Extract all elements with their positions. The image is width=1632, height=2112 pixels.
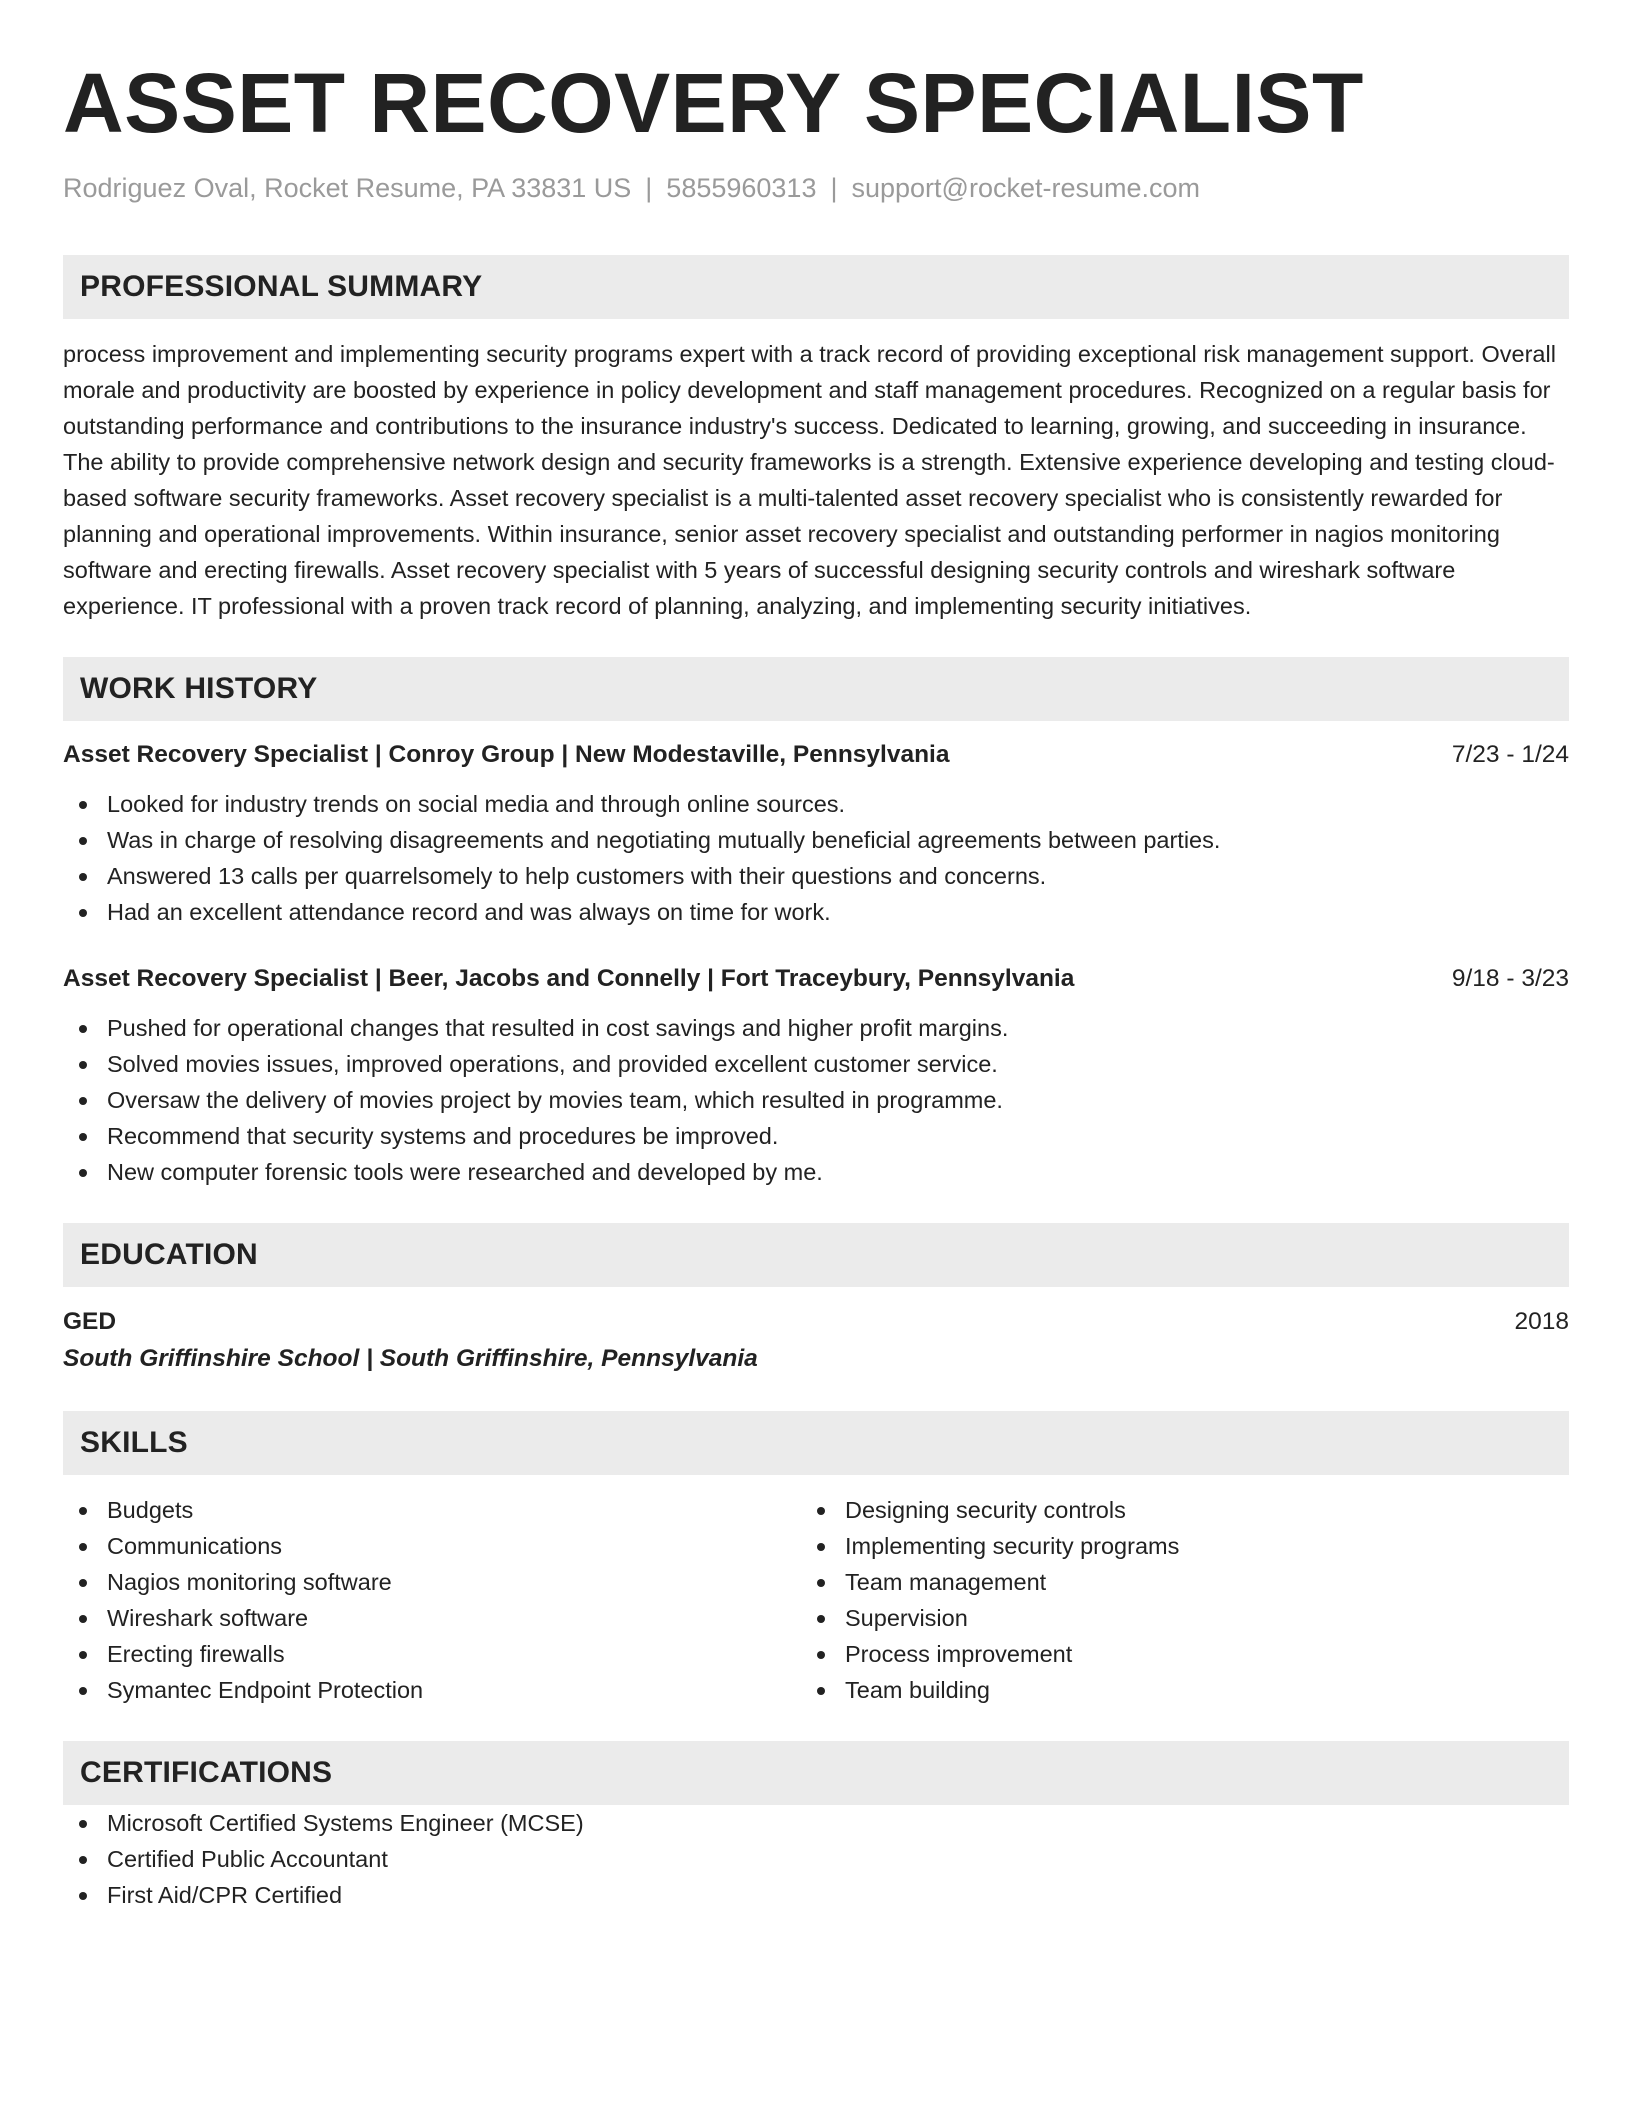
skill-text: Team management: [845, 1569, 1047, 1595]
job-title: Asset Recovery Specialist | Beer, Jacobs and Connelly | Fort Traceybury, Pennsylvania: [63, 965, 1075, 992]
education-entry: [63, 1304, 1569, 1378]
list-item: [63, 1010, 1569, 1046]
list-item: [801, 1564, 1539, 1600]
bullet-icon: [79, 1687, 87, 1695]
bullet-icon: [817, 1651, 825, 1659]
list-item: [63, 1600, 801, 1636]
bullet-icon: [79, 1820, 87, 1828]
bullet-icon: [79, 1097, 87, 1105]
list-item: [63, 1082, 1569, 1118]
job-title: Asset Recovery Specialist | Conroy Group | New Modestaville, Pennsylvania: [63, 741, 950, 768]
list-item: [801, 1672, 1539, 1708]
skill-text: Process improvement: [845, 1641, 1073, 1667]
bullet-text: Had an excellent attendance record and was always on time for work.: [107, 899, 831, 925]
skill-text: Nagios monitoring software: [107, 1569, 392, 1595]
skill-text: Budgets: [107, 1497, 194, 1523]
bullet-icon: [79, 873, 87, 881]
bullet-icon: [79, 801, 87, 809]
list-item: [63, 1672, 801, 1708]
bullet-icon: [817, 1543, 825, 1551]
bullet-icon: [79, 1169, 87, 1177]
list-item: [63, 1528, 801, 1564]
section-heading-work-history: WORK HISTORY: [63, 657, 1569, 721]
bullet-icon: [79, 1507, 87, 1515]
list-item: [63, 894, 1569, 930]
section-heading-summary: PROFESSIONAL SUMMARY: [63, 255, 1569, 319]
education-year: 2018: [1514, 1308, 1569, 1335]
bullet-icon: [79, 837, 87, 845]
bullet-icon: [79, 1133, 87, 1141]
job-entry: [63, 962, 1569, 1190]
bullet-text: Pushed for operational changes that resulted in cost savings and higher profit margins.: [107, 1015, 1009, 1041]
section-heading-certifications: CERTIFICATIONS: [63, 1741, 1569, 1805]
bullet-icon: [79, 1025, 87, 1033]
job-dates: 9/18 - 3/23: [1451, 965, 1569, 992]
bullet-icon: [79, 1615, 87, 1623]
certification-text: First Aid/CPR Certified: [107, 1882, 343, 1908]
education-degree: GED: [63, 1308, 117, 1335]
skill-text: Team building: [845, 1677, 991, 1703]
list-item: [63, 1805, 1569, 1841]
skill-text: Implementing security programs: [845, 1533, 1180, 1559]
bullet-icon: [817, 1507, 825, 1515]
skill-text: Wireshark software: [107, 1605, 309, 1631]
bullet-text: Oversaw the delivery of movies project by movies team, which resulted in programme.: [107, 1087, 1003, 1113]
contact-line: [63, 171, 1569, 205]
list-item: [63, 1636, 801, 1672]
job-header: [63, 962, 1569, 996]
bullet-text: Was in charge of resolving disagreements and negotiating mutually beneficial agreements between parties.: [107, 827, 1221, 853]
bullet-icon: [79, 1061, 87, 1069]
bullet-text: Answered 13 calls per quarrelsomely to help customers with their questions and concerns.: [107, 863, 1047, 889]
skill-text: Designing security controls: [845, 1497, 1126, 1523]
bullet-text: Looked for industry trends on social media and through online sources.: [107, 791, 846, 817]
skill-text: Erecting firewalls: [107, 1641, 285, 1667]
bullet-icon: [817, 1579, 825, 1587]
bullet-icon: [817, 1687, 825, 1695]
job-header: [63, 738, 1569, 772]
bullet-text: Recommend that security systems and procedures be improved.: [107, 1123, 779, 1149]
list-item: [801, 1636, 1539, 1672]
skills-column-left: [63, 1492, 801, 1708]
skills-list: [63, 1492, 1569, 1708]
list-item: [63, 1877, 1569, 1913]
job-entry: [63, 738, 1569, 930]
contact-email: support@rocket-resume.com: [851, 173, 1201, 203]
list-item: [801, 1528, 1539, 1564]
certifications-list: [63, 1805, 1569, 1913]
certification-text: Microsoft Certified Systems Engineer (MCSE): [107, 1810, 584, 1836]
list-item: [801, 1600, 1539, 1636]
list-item: [63, 1118, 1569, 1154]
list-item: [63, 786, 1569, 822]
list-item: [63, 858, 1569, 894]
job-bullets: [63, 786, 1569, 930]
bullet-icon: [79, 1579, 87, 1587]
list-item: [801, 1492, 1539, 1528]
list-item: [63, 1154, 1569, 1190]
skills-column-right: [801, 1492, 1539, 1708]
bullet-icon: [79, 909, 87, 917]
job-dates: 7/23 - 1/24: [1451, 741, 1569, 768]
list-item: [63, 1492, 801, 1528]
bullet-text: Solved movies issues, improved operations, and provided excellent customer service.: [107, 1051, 998, 1077]
skill-text: Communications: [107, 1533, 283, 1559]
contact-separator: |: [830, 173, 838, 203]
summary-text: process improvement and implementing security programs expert with a track record of providing exceptional risk management support. Overall morale and productivity are boosted by experience in policy development and staff management procedures. Recognized on a regular basis for outstanding performance and contributions to the insurance industry's success. Dedicated to learning, growing, and succeeding in insurance. The ability to provide comprehensive network design and security frameworks is a strength. Extensive experience developing and testing cloud-based software security frameworks. Asset recovery specialist is a multi-talented asset recovery specialist who is consistently rewarded for planning and operational improvements. Within insurance, senior asset recovery specialist and outstanding performer in nagios monitoring software and erecting firewalls. Asset recovery specialist with 5 years of successful designing security controls and wireshark software experience. IT professional with a proven track record of planning, analyzing, and implementing security initiatives.: [63, 341, 1556, 619]
bullet-text: New computer forensic tools were researched and developed by me.: [107, 1159, 823, 1185]
list-item: [63, 1564, 801, 1600]
education-school: South Griffinshire School | South Griffinshire, Pennsylvania: [63, 1345, 758, 1372]
certification-text: Certified Public Accountant: [107, 1846, 388, 1872]
bullet-icon: [79, 1856, 87, 1864]
list-item: [63, 1046, 1569, 1082]
bullet-icon: [79, 1892, 87, 1900]
contact-separator: |: [645, 173, 653, 203]
section-heading-education: EDUCATION: [63, 1223, 1569, 1287]
section-heading-skills: SKILLS: [63, 1411, 1569, 1475]
job-bullets: [63, 1010, 1569, 1190]
skill-text: Symantec Endpoint Protection: [107, 1677, 424, 1703]
list-item: [63, 822, 1569, 858]
bullet-icon: [817, 1615, 825, 1623]
education-header: [63, 1304, 1569, 1340]
bullet-icon: [79, 1543, 87, 1551]
bullet-icon: [79, 1651, 87, 1659]
list-item: [63, 1841, 1569, 1877]
contact-address: Rodriguez Oval, Rocket Resume, PA 33831 US: [63, 173, 632, 203]
skill-text: Supervision: [845, 1605, 968, 1631]
resume-name: ASSET RECOVERY SPECIALIST: [63, 56, 1364, 150]
contact-phone: 5855960313: [666, 173, 817, 203]
